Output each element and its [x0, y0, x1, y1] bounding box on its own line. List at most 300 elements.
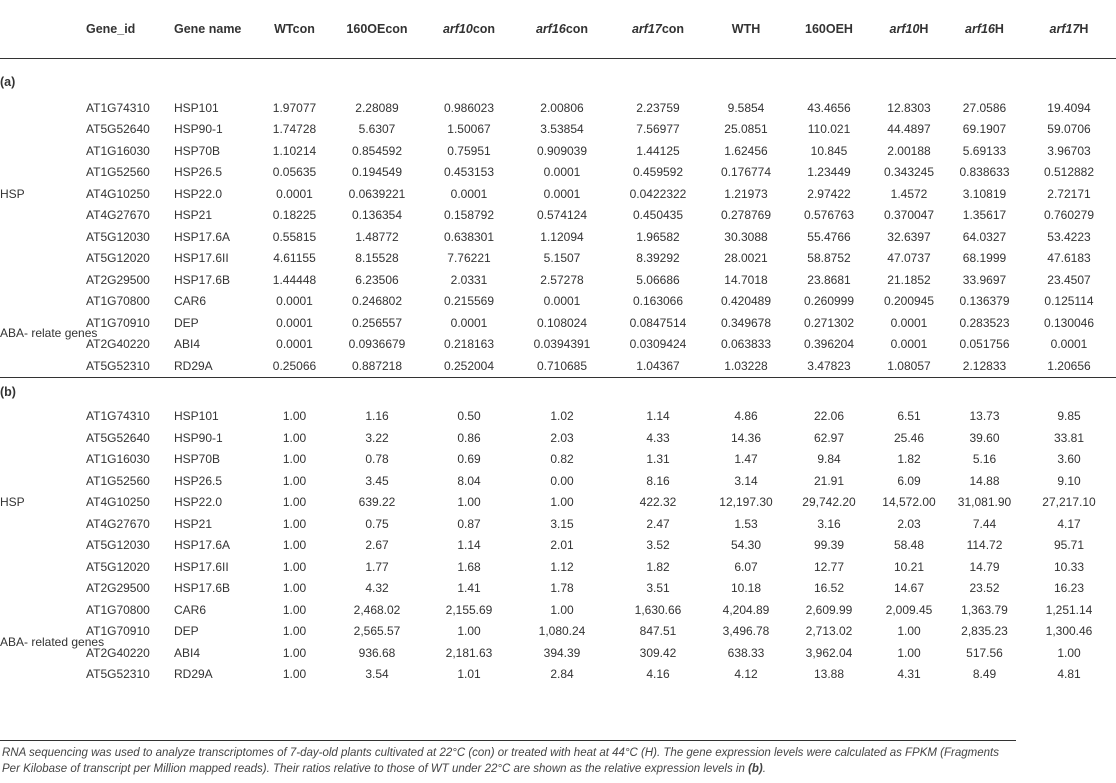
value-cell: 1.01: [457, 667, 481, 682]
value-cell: 0.75: [365, 516, 389, 531]
value-cell: 0.051756: [959, 337, 1010, 352]
value-cell: 1.97077: [272, 100, 317, 115]
gene-id-cell: AT5G12030: [86, 229, 150, 244]
table-bottom-rule: [0, 740, 1016, 741]
footnote-end: .: [762, 763, 766, 775]
value-cell: 0.18225: [272, 208, 317, 223]
value-cell: 2.12833: [962, 358, 1007, 373]
value-cell: 3,962.04: [805, 645, 853, 660]
value-cell: 1.00: [282, 473, 307, 488]
value-cell: 2,835.23: [961, 624, 1008, 639]
gene-name-cell: RD29A: [174, 667, 213, 682]
gene-id-cell: AT5G52640: [86, 430, 150, 445]
value-cell: 1.96582: [636, 229, 680, 244]
value-cell: 4,204.89: [722, 602, 770, 617]
gene-id-cell: AT1G74310: [86, 100, 150, 115]
value-cell: 4.81: [1057, 667, 1081, 682]
section-row: [0, 377, 1116, 406]
gene-id-cell: AT2G40220: [86, 337, 150, 352]
value-cell: 0.136354: [351, 208, 403, 223]
value-cell: 3.47823: [807, 358, 851, 373]
gene-name-cell: DEP: [174, 315, 199, 330]
value-cell: 0.838633: [959, 165, 1010, 180]
value-cell: 16.23: [1053, 581, 1085, 596]
value-cell: 0.576763: [803, 208, 855, 223]
value-cell: 1.00: [457, 495, 481, 510]
gene-name-cell: CAR6: [174, 294, 207, 309]
value-cell: 1.82: [646, 559, 670, 574]
header-160oeh: 160OEH: [787, 0, 871, 59]
value-cell: 1.03228: [724, 358, 768, 373]
value-cell: 2.01: [550, 538, 574, 553]
value-cell: 0.710685: [536, 358, 588, 373]
value-cell: 0.0394391: [533, 337, 591, 352]
value-cell: 4.31: [897, 667, 921, 682]
value-cell: 3.22: [365, 430, 389, 445]
value-cell: 28.0021: [724, 251, 768, 266]
value-cell: 0.130046: [1043, 315, 1095, 330]
table-row: [0, 269, 1116, 291]
value-cell: 32.6397: [887, 229, 931, 244]
value-cell: 1.44125: [636, 143, 680, 158]
header-arf16h: arf16H: [947, 0, 1022, 59]
value-cell: 14.67: [893, 581, 925, 596]
value-cell: 5.16: [972, 452, 997, 467]
header-group: [0, 0, 86, 59]
gene-name-cell: HSP17.6II: [174, 559, 229, 574]
value-cell: 68.1999: [962, 251, 1007, 266]
value-cell: 2.57278: [540, 272, 584, 287]
value-cell: 0.0001: [276, 186, 313, 201]
value-cell: 29,742.20: [802, 495, 856, 510]
value-cell: 33.9697: [962, 272, 1007, 287]
value-cell: 1.53: [734, 516, 758, 531]
gene-id-cell: AT4G10250: [86, 186, 150, 201]
group-label: ABA- related genes: [0, 634, 105, 649]
gene-id-cell: AT4G27670: [86, 516, 150, 531]
gene-name-cell: HSP17.6B: [174, 272, 231, 287]
value-cell: 9.85: [1057, 409, 1081, 424]
gene-name-cell: HSP101: [174, 100, 219, 115]
value-cell: 1.12: [550, 559, 574, 574]
value-cell: 1.20656: [1047, 358, 1091, 373]
footnote-text: RNA sequencing was used to analyze transcriptomes of 7-day-old plants cultivated at 22°C (con) or treated with heat at 44°C (H). The gene expression levels were calculated as FPKM (Fragments Per Kilobase of transcript per Million mapped reads). Their ratios relative to those of WT under 22°C are shown as the relative expression levels in: [2, 747, 999, 775]
value-cell: 14.36: [730, 430, 762, 445]
footnote-ref: (b): [748, 763, 763, 775]
value-cell: 0.125114: [1044, 294, 1094, 309]
value-cell: 0.271302: [803, 315, 855, 330]
value-cell: 1.00: [550, 602, 574, 617]
gene-id-cell: AT1G52560: [86, 473, 150, 488]
value-cell: 1.68: [457, 559, 481, 574]
value-cell: 3.54: [365, 667, 389, 682]
value-cell: 3.60: [1057, 452, 1081, 467]
value-cell: 0.78: [365, 452, 389, 467]
value-cell: 1.4572: [890, 186, 928, 201]
value-cell: 4.86: [734, 409, 758, 424]
value-cell: 2.47: [646, 516, 670, 531]
value-cell: 0.86: [457, 430, 481, 445]
value-cell: 7.76221: [447, 251, 491, 266]
gene-name-cell: CAR6: [174, 602, 207, 617]
value-cell: 0.215569: [443, 294, 495, 309]
value-cell: 0.246802: [351, 294, 403, 309]
value-cell: 21.91: [813, 473, 845, 488]
gene-id-cell: AT2G29500: [86, 581, 150, 596]
value-cell: 1.48772: [355, 229, 399, 244]
value-cell: 2,713.02: [805, 624, 853, 639]
gene-name-cell: HSP26.5: [174, 473, 223, 488]
group-label: ABA- relate genes: [0, 326, 98, 341]
gene-name-cell: HSP90-1: [174, 430, 223, 445]
table-row: [0, 119, 1116, 141]
group-label: HSP: [0, 495, 25, 509]
value-cell: 8.39292: [636, 251, 680, 266]
gene-id-cell: AT4G27670: [86, 208, 150, 223]
value-cell: 23.4507: [1047, 272, 1091, 287]
value-cell: 1,080.24: [538, 624, 586, 639]
gene-id-cell: AT2G29500: [86, 272, 150, 287]
value-cell: 1.41: [457, 581, 481, 596]
gene-name-cell: DEP: [174, 624, 199, 639]
value-cell: 0.450435: [632, 208, 684, 223]
section-row: [0, 59, 1116, 98]
value-cell: 69.1907: [962, 122, 1007, 137]
value-cell: 0.158792: [443, 208, 495, 223]
table-row: [0, 97, 1116, 119]
value-cell: 1.08057: [887, 358, 931, 373]
group-label: HSP: [0, 186, 25, 201]
value-cell: 4.61155: [273, 251, 316, 266]
value-cell: 1.00: [282, 667, 307, 682]
value-cell: 23.52: [969, 581, 1000, 596]
value-cell: 1.00: [282, 538, 307, 553]
value-cell: 1.74728: [272, 122, 317, 137]
value-cell: 12,197.30: [719, 495, 773, 510]
value-cell: 43.4656: [807, 100, 851, 115]
value-cell: 309.42: [639, 645, 677, 660]
gene-name-cell: HSP22.0: [174, 186, 223, 201]
value-cell: 3.14: [734, 473, 758, 488]
gene-id-cell: AT1G74310: [86, 409, 150, 424]
value-cell: 2.72171: [1047, 186, 1091, 201]
value-cell: 0.136379: [959, 294, 1010, 309]
header-160oecon: 160OEcon: [329, 0, 425, 59]
gene-id-cell: AT5G12020: [86, 251, 150, 266]
value-cell: 27,217.10: [1042, 495, 1096, 510]
value-cell: 58.8752: [807, 251, 851, 266]
value-cell: 2,181.63: [445, 645, 493, 660]
value-cell: 0.0001: [543, 294, 581, 309]
value-cell: 1.00: [457, 624, 481, 639]
value-cell: 2.28089: [355, 100, 399, 115]
section-label: (a): [0, 75, 16, 89]
value-cell: 30.3088: [724, 229, 768, 244]
value-cell: 44.4897: [887, 122, 931, 137]
value-cell: 0.349678: [720, 315, 772, 330]
value-cell: 2.97422: [807, 186, 851, 201]
gene-name-cell: ABI4: [174, 337, 201, 352]
value-cell: 33.81: [1053, 430, 1085, 445]
gene-id-cell: AT1G16030: [86, 452, 150, 467]
value-cell: 0.638301: [443, 229, 495, 244]
value-cell: 0.0847514: [629, 315, 687, 330]
value-cell: 3.45: [365, 473, 389, 488]
value-cell: 0.200945: [883, 294, 935, 309]
gene-name-cell: HSP17.6A: [174, 538, 231, 553]
value-cell: 95.71: [1053, 538, 1085, 553]
value-cell: 13.73: [969, 409, 1000, 424]
value-cell: 5.6307: [358, 122, 396, 137]
value-cell: 1.78: [550, 581, 574, 596]
table-row: [0, 513, 1116, 535]
value-cell: 4.17: [1057, 516, 1081, 531]
value-cell: 2,609.99: [805, 602, 853, 617]
value-cell: 0.0001: [450, 186, 488, 201]
value-cell: 1.10214: [272, 143, 317, 158]
value-cell: 9.10: [1057, 473, 1081, 488]
value-cell: 0.260999: [803, 294, 855, 309]
value-cell: 4.33: [646, 430, 670, 445]
value-cell: 0.0001: [450, 315, 488, 330]
value-cell: 0.063833: [720, 337, 772, 352]
value-cell: 3.15: [550, 516, 574, 531]
value-cell: 3.16: [817, 516, 841, 531]
value-cell: 1.00: [282, 624, 307, 639]
value-cell: 10.33: [1053, 559, 1085, 574]
value-cell: 0.252004: [443, 358, 495, 373]
table-body: [0, 59, 1116, 686]
value-cell: 0.887218: [351, 358, 403, 373]
table-row: [0, 183, 1116, 205]
gene-id-cell: AT4G10250: [86, 495, 150, 510]
table-row: [0, 291, 1116, 313]
gene-name-cell: HSP101: [174, 409, 219, 424]
value-cell: 1.04367: [636, 358, 680, 373]
value-cell: 19.4094: [1047, 100, 1091, 115]
value-cell: 0.909039: [536, 143, 588, 158]
value-cell: 0.05635: [272, 165, 317, 180]
value-cell: 1.00: [282, 452, 307, 467]
value-cell: 0.0001: [276, 337, 313, 352]
value-cell: 14.79: [969, 559, 1000, 574]
value-cell: 1.44448: [272, 272, 317, 287]
table-row: [0, 312, 1116, 334]
value-cell: 54.30: [730, 538, 762, 553]
header-gene-id: Gene_id: [86, 0, 174, 59]
table-footnote: [2, 745, 1012, 777]
table-row: [0, 599, 1116, 621]
value-cell: 3,496.78: [722, 624, 770, 639]
value-cell: 1.00: [282, 516, 307, 531]
value-cell: 4.16: [646, 667, 670, 682]
value-cell: 0.25066: [272, 358, 317, 373]
table-row: [0, 621, 1116, 643]
table-row: [0, 427, 1116, 449]
value-cell: 0.194549: [351, 165, 403, 180]
gene-name-cell: HSP70B: [174, 452, 221, 467]
value-cell: 13.88: [813, 667, 845, 682]
value-cell: 10.18: [730, 581, 762, 596]
value-cell: 847.51: [639, 624, 677, 639]
table-row: [0, 535, 1116, 557]
gene-id-cell: AT5G52310: [86, 358, 150, 373]
value-cell: 9.5854: [727, 100, 765, 115]
gene-name-cell: HSP70B: [174, 143, 221, 158]
value-cell: 1.00: [282, 409, 307, 424]
value-cell: 1.14: [646, 409, 670, 424]
value-cell: 1.47: [734, 452, 758, 467]
value-cell: 0.420489: [720, 294, 772, 309]
gene-id-cell: AT1G70800: [86, 602, 150, 617]
value-cell: 0.69: [457, 452, 481, 467]
value-cell: 1.50067: [447, 122, 491, 137]
gene-id-cell: AT5G52310: [86, 667, 150, 682]
table-row: [0, 334, 1116, 356]
value-cell: 1.00: [282, 602, 307, 617]
value-cell: 25.46: [893, 430, 925, 445]
value-cell: 8.15528: [355, 251, 399, 266]
table-row: [0, 406, 1116, 428]
value-cell: 7.56977: [636, 122, 680, 137]
value-cell: 1.00: [282, 645, 307, 660]
value-cell: 2,009.45: [885, 602, 933, 617]
value-cell: 1.00: [282, 559, 307, 574]
value-cell: 23.8681: [807, 272, 851, 287]
gene-id-cell: AT1G16030: [86, 143, 150, 158]
value-cell: 0.343245: [883, 165, 935, 180]
gene-id-cell: AT5G12020: [86, 559, 150, 574]
value-cell: 9.84: [817, 452, 841, 467]
gene-name-cell: HSP21: [174, 516, 213, 531]
value-cell: 1,300.46: [1045, 624, 1093, 639]
value-cell: 27.0586: [962, 100, 1007, 115]
value-cell: 0.0001: [543, 186, 581, 201]
gene-name-cell: HSP17.6A: [174, 229, 231, 244]
value-cell: 1.62456: [724, 143, 768, 158]
gene-name-cell: HSP26.5: [174, 165, 223, 180]
value-cell: 1.16: [365, 409, 389, 424]
value-cell: 0.760279: [1043, 208, 1095, 223]
value-cell: 0.0001: [276, 315, 313, 330]
value-cell: 6.23506: [355, 272, 399, 287]
value-cell: 1.00: [282, 430, 307, 445]
value-cell: 114.72: [966, 538, 1003, 553]
gene-id-cell: AT5G52640: [86, 122, 150, 137]
gene-name-cell: RD29A: [174, 358, 213, 373]
value-cell: 1.14: [457, 538, 481, 553]
value-cell: 0.459592: [632, 165, 684, 180]
value-cell: 422.32: [639, 495, 677, 510]
gene-name-cell: HSP21: [174, 208, 213, 223]
gene-id-cell: AT1G70910: [86, 624, 150, 639]
value-cell: 936.68: [358, 645, 396, 660]
value-cell: 0.574124: [536, 208, 588, 223]
table-row: [0, 248, 1116, 270]
value-cell: 0.453153: [443, 165, 495, 180]
value-cell: 2,468.02: [353, 602, 401, 617]
value-cell: 0.50: [457, 409, 481, 424]
value-cell: 0.0422322: [629, 186, 687, 201]
value-cell: 0.512882: [1043, 165, 1095, 180]
value-cell: 1.23449: [807, 165, 851, 180]
table-row: [0, 449, 1116, 471]
value-cell: 0.75951: [447, 143, 491, 158]
gene-id-cell: AT1G70800: [86, 294, 150, 309]
value-cell: 517.56: [966, 645, 1003, 660]
value-cell: 53.4223: [1047, 229, 1091, 244]
table-row: [0, 470, 1116, 492]
table-row: [0, 492, 1116, 514]
value-cell: 10.845: [810, 143, 848, 158]
value-cell: 5.1507: [543, 251, 581, 266]
gene-name-cell: HSP22.0: [174, 495, 223, 510]
gene-name-cell: HSP90-1: [174, 122, 223, 137]
gene-id-cell: AT1G52560: [86, 165, 150, 180]
value-cell: 1.02: [550, 409, 574, 424]
table-row: [0, 664, 1116, 686]
value-cell: 4.12: [734, 667, 758, 682]
value-cell: 6.51: [897, 409, 921, 424]
table-row: [0, 355, 1116, 377]
header-arf10con: arf10con: [425, 0, 513, 59]
value-cell: 110.021: [807, 122, 851, 137]
value-cell: 1.35617: [962, 208, 1007, 223]
value-cell: 2.67: [365, 538, 389, 553]
value-cell: 21.1852: [887, 272, 931, 287]
value-cell: 3.96703: [1047, 143, 1091, 158]
header-wtcon: WTcon: [260, 0, 329, 59]
value-cell: 10.21: [893, 559, 925, 574]
value-cell: 1.31: [646, 452, 670, 467]
value-cell: 62.97: [813, 430, 845, 445]
value-cell: 8.04: [457, 473, 481, 488]
gene-name-cell: HSP17.6II: [174, 251, 229, 266]
header-row: [0, 0, 1116, 59]
value-cell: 0.87: [457, 516, 481, 531]
value-cell: 2.03: [897, 516, 921, 531]
value-cell: 39.60: [969, 430, 1000, 445]
value-cell: 58.48: [893, 538, 925, 553]
table-row: [0, 162, 1116, 184]
value-cell: 2.84: [550, 667, 574, 682]
value-cell: 0.370047: [883, 208, 935, 223]
value-cell: 1,251.14: [1045, 602, 1093, 617]
value-cell: 0.176774: [720, 165, 772, 180]
value-cell: 3.10819: [962, 186, 1007, 201]
table-row: [0, 140, 1116, 162]
value-cell: 14.7018: [724, 272, 768, 287]
value-cell: 16.52: [813, 581, 845, 596]
value-cell: 12.77: [813, 559, 845, 574]
value-cell: 5.06686: [636, 272, 680, 287]
value-cell: 1.21973: [724, 186, 768, 201]
header-arf10h: arf10H: [871, 0, 947, 59]
value-cell: 14,572.00: [882, 495, 936, 510]
value-cell: 1,630.66: [634, 602, 682, 617]
value-cell: 1.00: [897, 624, 921, 639]
value-cell: 1.77: [365, 559, 389, 574]
value-cell: 0.0001: [1050, 337, 1088, 352]
value-cell: 0.0936679: [348, 337, 406, 352]
gene-id-cell: AT2G40220: [86, 645, 150, 660]
value-cell: 1.00: [897, 645, 921, 660]
table-row: [0, 578, 1116, 600]
value-cell: 2,565.57: [353, 624, 401, 639]
value-cell: 2.00806: [540, 100, 584, 115]
value-cell: 0.55815: [272, 229, 317, 244]
value-cell: 0.0001: [276, 294, 313, 309]
